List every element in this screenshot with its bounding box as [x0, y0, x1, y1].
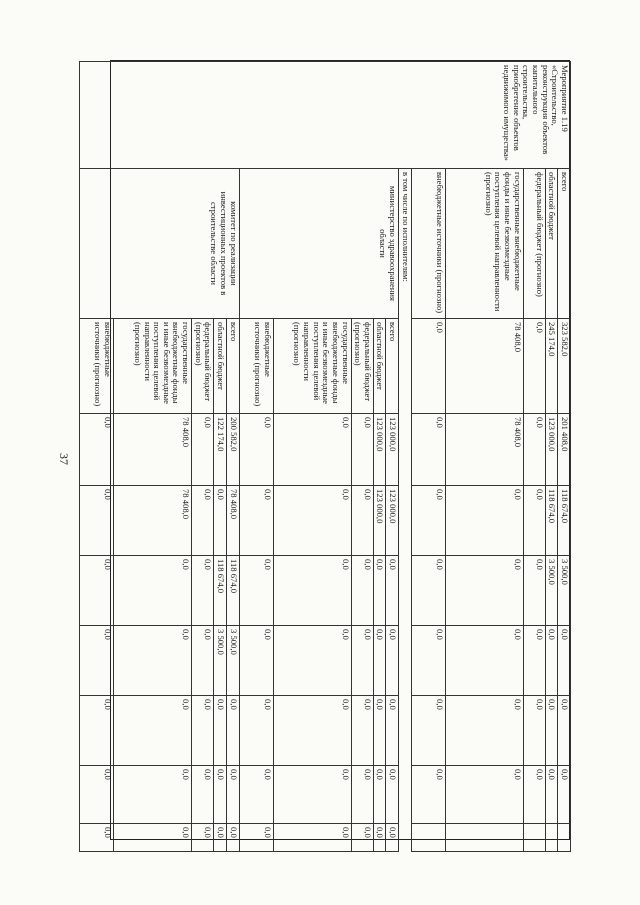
- empty-cell: [445, 824, 523, 852]
- value-cell: 0,0: [351, 414, 373, 486]
- source-label: федеральный бюджет (прогнозно): [192, 319, 214, 414]
- value-cell: 200 582,0: [227, 414, 240, 486]
- value-cell: 0,0: [80, 556, 114, 626]
- value-cell: 0,0: [239, 696, 273, 766]
- value-cell: 3 500,0: [214, 626, 227, 696]
- source-label: государственные внебюджетные фонды и иные безвозмездные поступления целевой направленности (прогнозно): [445, 169, 523, 319]
- value-cell: 0,0: [273, 766, 351, 824]
- source-label: государственные внебюджетные фонды и иные безвозмездные поступления целевой направленности (прогнозно): [273, 319, 351, 414]
- executor-health: министерство здравоохранения области: [239, 169, 399, 319]
- value-cell: 123 000,0: [386, 414, 399, 486]
- source-label: всего: [227, 319, 240, 414]
- executor-construction: комитет по реализации инвестиционных проектов в строительстве области: [80, 169, 240, 319]
- value-cell: 0,0: [386, 696, 399, 766]
- value-cell: 0,0: [523, 414, 545, 486]
- value-cell: 0,0: [373, 696, 386, 766]
- empty-cell: [545, 824, 558, 852]
- value-cell: 0,0: [80, 414, 114, 486]
- value-cell: 0,0: [558, 626, 571, 696]
- value-cell: 3 500,0: [545, 556, 558, 626]
- value-cell: 0,0: [273, 414, 351, 486]
- value-cell: 0,0: [227, 696, 240, 766]
- value-cell: 0,0: [80, 626, 114, 696]
- source-label: внебюджетные источники (прогнозно): [411, 169, 445, 319]
- value-cell: 0,0: [523, 556, 545, 626]
- value-cell: 78 408,0: [114, 486, 192, 556]
- source-label: областной бюджет: [214, 319, 227, 414]
- value-cell: 0,0: [545, 696, 558, 766]
- table-row: [386, 62, 399, 852]
- value-cell: 78 408,0: [114, 414, 192, 486]
- value-cell: 0,0: [373, 556, 386, 626]
- source-label: всего: [558, 169, 571, 319]
- value-cell: 0,0: [411, 319, 445, 414]
- source-label: внебюджетные источники (прогнозно): [80, 319, 114, 414]
- value-cell: 0,0: [214, 766, 227, 824]
- value-cell: 0,0: [214, 486, 227, 556]
- value-cell: 0,0: [445, 696, 523, 766]
- source-label: федеральный бюджет (прогнозно): [351, 319, 373, 414]
- value-cell: 0,0: [351, 626, 373, 696]
- value-cell: 122 174,0: [214, 414, 227, 486]
- value-cell: 0,0: [273, 626, 351, 696]
- value-cell: 0,0: [114, 556, 192, 626]
- value-cell: 0,0: [192, 824, 214, 852]
- value-cell: 78 408,0: [227, 486, 240, 556]
- source-label: всего: [386, 319, 399, 414]
- value-cell: 0,0: [192, 414, 214, 486]
- value-cell: 0,0: [192, 626, 214, 696]
- value-cell: 118 674,0: [558, 486, 571, 556]
- value-cell: 0,0: [411, 626, 445, 696]
- value-cell: 0,0: [273, 556, 351, 626]
- value-cell: 0,0: [445, 626, 523, 696]
- value-cell: 0,0: [80, 486, 114, 556]
- value-cell: 118 674,0: [545, 486, 558, 556]
- value-cell: 0,0: [273, 486, 351, 556]
- measure-title: Мероприятие 1.19 «Строительство, реконструкция объектов капитального строительства, приобретение объектов недвижимого имущества»: [80, 62, 571, 169]
- value-cell: 0,0: [80, 824, 114, 852]
- rotated-table-wrapper: [93, 61, 571, 841]
- value-cell: 0,0: [227, 766, 240, 824]
- source-label: государственные внебюджетные фонды и иные безвозмездные поступления целевой направленности (прогнозно): [114, 319, 192, 414]
- value-cell: 0,0: [80, 696, 114, 766]
- value-cell: 123 000,0: [373, 414, 386, 486]
- empty-cell: [523, 824, 545, 852]
- value-cell: 0,0: [373, 824, 386, 852]
- value-cell: 0,0: [523, 626, 545, 696]
- table-row: [558, 62, 571, 852]
- value-cell: 0,0: [351, 486, 373, 556]
- table-row: [523, 62, 545, 852]
- value-cell: 78 408,0: [445, 414, 523, 486]
- value-cell: 0,0: [192, 556, 214, 626]
- value-cell: 123 000,0: [545, 414, 558, 486]
- value-cell: 323 582,0: [558, 319, 571, 414]
- value-cell: 0,0: [114, 696, 192, 766]
- value-cell: 118 674,0: [227, 556, 240, 626]
- value-cell: 0,0: [545, 766, 558, 824]
- empty-cell: [558, 824, 571, 852]
- value-cell: 3 500,0: [227, 626, 240, 696]
- value-cell: 0,0: [445, 766, 523, 824]
- value-cell: 0,0: [373, 766, 386, 824]
- value-cell: 0,0: [227, 824, 240, 852]
- value-cell: 0,0: [558, 766, 571, 824]
- value-cell: 123 000,0: [373, 486, 386, 556]
- table-row: [411, 62, 445, 852]
- value-cell: 0,0: [558, 696, 571, 766]
- value-cell: 0,0: [192, 696, 214, 766]
- table-row: [545, 62, 558, 852]
- budget-table: [79, 61, 571, 852]
- value-cell: 0,0: [411, 766, 445, 824]
- value-cell: 0,0: [523, 696, 545, 766]
- value-cell: 0,0: [523, 766, 545, 824]
- value-cell: 0,0: [386, 556, 399, 626]
- page-number: 37: [57, 453, 71, 465]
- section-row: [399, 62, 412, 852]
- value-cell: 0,0: [239, 486, 273, 556]
- value-cell: 0,0: [114, 824, 192, 852]
- value-cell: 0,0: [214, 824, 227, 852]
- value-cell: 0,0: [386, 626, 399, 696]
- value-cell: 0,0: [351, 556, 373, 626]
- value-cell: 0,0: [239, 766, 273, 824]
- value-cell: 0,0: [192, 766, 214, 824]
- value-cell: 0,0: [351, 824, 373, 852]
- value-cell: 0,0: [351, 696, 373, 766]
- value-cell: 0,0: [214, 696, 227, 766]
- value-cell: 245 174,0: [545, 319, 558, 414]
- value-cell: 123 000,0: [386, 486, 399, 556]
- value-cell: 0,0: [114, 626, 192, 696]
- value-cell: 0,0: [80, 766, 114, 824]
- value-cell: 0,0: [192, 486, 214, 556]
- value-cell: 0,0: [351, 766, 373, 824]
- value-cell: 78 408,0: [445, 319, 523, 414]
- source-label: областной бюджет: [373, 319, 386, 414]
- value-cell: 0,0: [411, 486, 445, 556]
- value-cell: 0,0: [523, 486, 545, 556]
- source-label: внебюджетные источники (прогнозно): [239, 319, 273, 414]
- value-cell: 0,0: [523, 319, 545, 414]
- value-cell: 0,0: [239, 824, 273, 852]
- source-label: областной бюджет: [545, 169, 558, 319]
- value-cell: 0,0: [445, 486, 523, 556]
- table-row: [445, 62, 523, 852]
- value-cell: 0,0: [411, 414, 445, 486]
- value-cell: 0,0: [411, 696, 445, 766]
- value-cell: 201 408,0: [558, 414, 571, 486]
- value-cell: 0,0: [239, 626, 273, 696]
- section-label: в том числе по исполнителям:: [399, 169, 412, 852]
- document-page: [93, 60, 570, 840]
- empty-cell: [411, 824, 445, 852]
- source-label: федеральный бюджет (прогнозно): [523, 169, 545, 319]
- value-cell: 0,0: [411, 556, 445, 626]
- value-cell: 118 674,0: [214, 556, 227, 626]
- value-cell: 0,0: [373, 626, 386, 696]
- value-cell: 0,0: [386, 766, 399, 824]
- value-cell: 0,0: [114, 766, 192, 824]
- value-cell: 0,0: [445, 556, 523, 626]
- table-row: [227, 62, 240, 852]
- value-cell: 0,0: [273, 824, 351, 852]
- value-cell: 0,0: [545, 626, 558, 696]
- value-cell: 0,0: [273, 696, 351, 766]
- value-cell: 0,0: [239, 414, 273, 486]
- value-cell: 0,0: [239, 556, 273, 626]
- value-cell: 3 500,0: [558, 556, 571, 626]
- value-cell: 0,0: [386, 824, 399, 852]
